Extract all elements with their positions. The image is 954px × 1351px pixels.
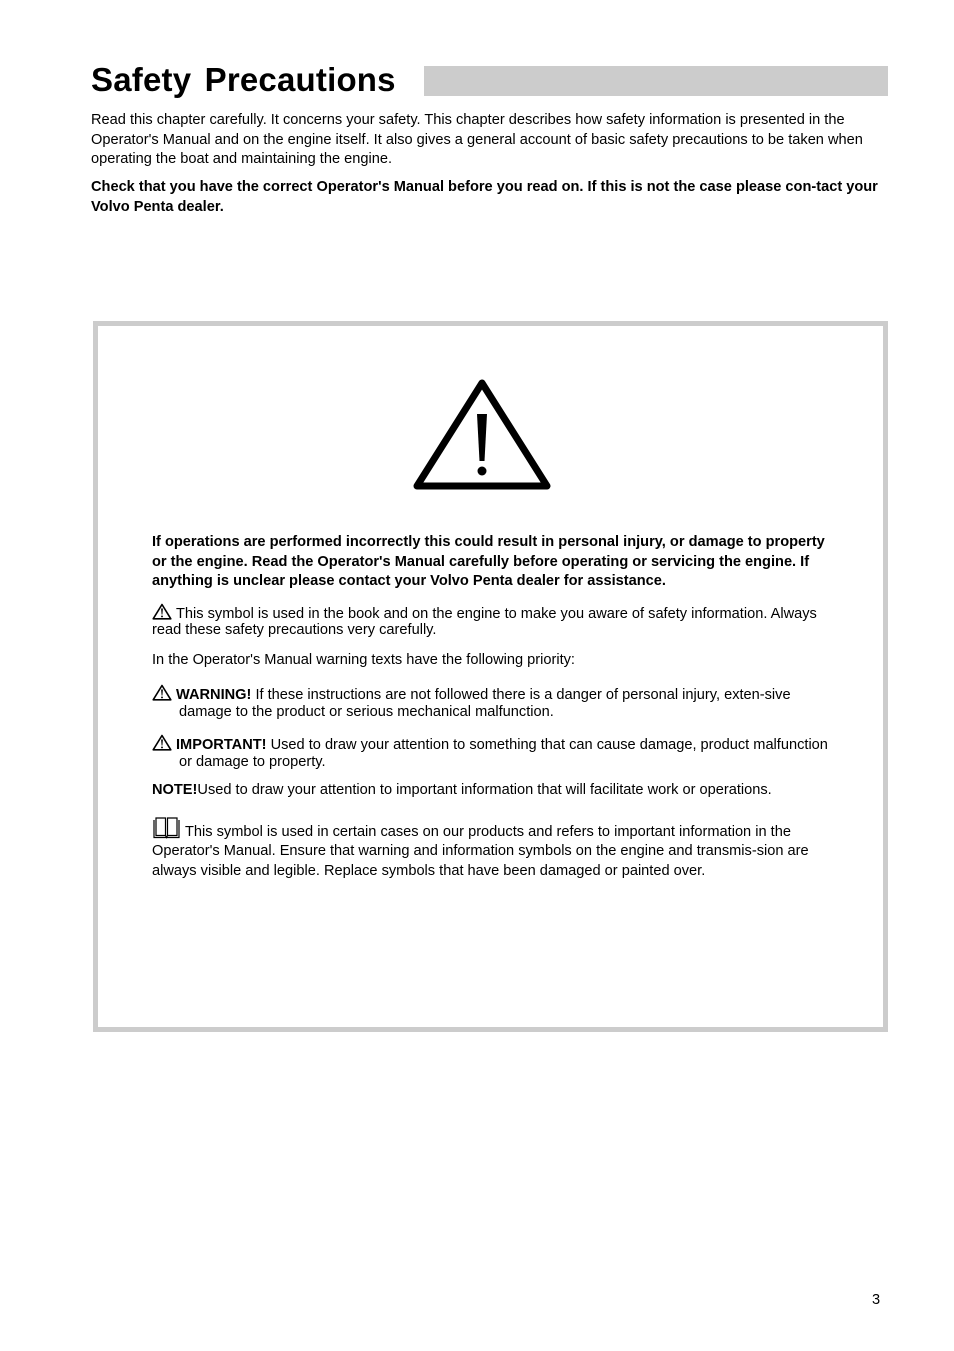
manual-check-paragraph: Check that you have the correct Operator's Manual before you read on. If this is not the case please con-tact your Volvo Penta dealer. — [91, 179, 878, 215]
warning-triangle-icon — [152, 734, 172, 751]
warning-triangle-icon — [152, 603, 172, 620]
warning-text: If these instructions are not followed there is a danger of personal injury, exten-sive damage to the product or serious mechanical malfunction. — [179, 687, 791, 720]
note-paragraph — [152, 781, 832, 801]
manual-symbol-text: This symbol is used in certain cases on our products and refers to important information in the Operator's Manual. Ensure that warning and information symbols on the engine and transmis-sion are always visible and legible. Replace symbols that have been damaged or painted over. — [152, 823, 809, 879]
title-bar — [424, 66, 888, 96]
panel-lead-paragraph: If operations are performed incorrectly this could result in personal injury, or damage to property or the engine. Read the Operator's Manual carefully before operating or servicing the engine. If anything is unclear please contact your Volvo Penta dealer for assistance. — [152, 534, 825, 589]
symbol-paragraph — [152, 603, 832, 639]
manual-symbol-paragraph — [152, 816, 832, 882]
warning-label: WARNING! — [176, 687, 252, 703]
priority-paragraph: In the Operator's Manual warning texts have the following priority: — [152, 651, 575, 668]
note-text: Used to draw your attention to important information that will facilitate work or operations. — [197, 782, 772, 798]
warning-triangle-icon — [152, 684, 172, 701]
warning-paragraph — [152, 684, 832, 720]
symbol-text: This symbol is used in the book and on the engine to make you aware of safety information. Always read these safety precautions very carefully. — [152, 605, 817, 638]
warning-triangle-icon — [411, 378, 553, 491]
important-text: Used to draw your attention to something that can cause damage, product malfunction or damage to property. — [179, 737, 828, 770]
title-row — [91, 60, 888, 100]
open-book-icon — [152, 816, 181, 839]
panel-content — [152, 533, 832, 881]
page-number: 3 — [872, 1292, 881, 1308]
intro-paragraph: Read this chapter carefully. It concerns your safety. This chapter describes how safety information is presented in the Operator's Manual and on the engine itself. It also gives a general account of basic safety precautions to be taken when operating the boat and maintaining the engine. — [91, 112, 863, 167]
important-paragraph — [152, 734, 832, 770]
page-title: Safety Precautions — [91, 61, 396, 98]
note-label: NOTE! — [152, 782, 198, 798]
important-label: IMPORTANT! — [176, 737, 267, 753]
